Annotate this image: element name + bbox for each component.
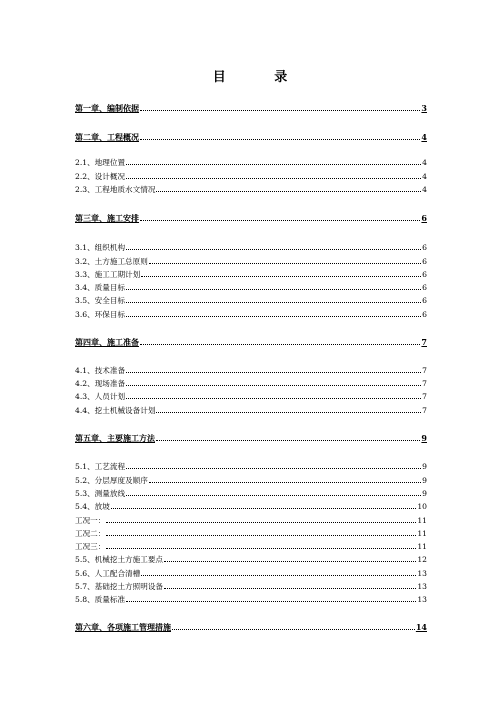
toc-page-number: 4: [422, 172, 427, 181]
toc-entry-label: 4.4、挖土机械设备计划: [75, 406, 156, 415]
toc-page-number: 9: [422, 476, 427, 485]
toc-dot-leader: [126, 302, 421, 303]
toc-entry-label: 2.1、地理位置: [75, 158, 126, 167]
toc-section-entry[interactable]: [75, 593, 427, 604]
toc-page-number: 11: [417, 516, 427, 525]
toc-entry-label: 4.1、技术准备: [75, 366, 126, 375]
toc-dot-leader: [149, 482, 421, 483]
toc-chapter-entry[interactable]: [75, 621, 427, 632]
toc-page-number: 6: [421, 213, 427, 223]
toc-dot-leader: [156, 440, 420, 441]
toc-section-entry[interactable]: [75, 377, 427, 388]
toc-page-number: 6: [422, 283, 427, 292]
toc-entry-label: 2.2、设计概况: [75, 172, 126, 181]
toc-section-entry[interactable]: [75, 474, 427, 485]
toc-entry-label: 5.1、工艺流程: [75, 462, 126, 471]
toc-page-number: 7: [422, 379, 427, 388]
toc-dot-leader: [126, 468, 421, 469]
toc-section-entry[interactable]: [75, 527, 427, 538]
toc-section-entry[interactable]: [75, 540, 427, 551]
toc-page-number: 6: [422, 270, 427, 279]
toc-entry-label: 第二章、工程概况: [75, 132, 139, 142]
toc-entry-label: 3.6、环保目标: [75, 310, 126, 319]
toc-dot-leader: [156, 191, 421, 192]
toc-entry-label: 3.3、施工工期计划: [75, 270, 141, 279]
toc-entry-label: 5.4、放坡: [75, 502, 110, 511]
toc-dot-leader: [126, 385, 421, 386]
toc-entry-label: 第三章、施工安排: [75, 213, 139, 223]
toc-page-number: 9: [421, 433, 427, 443]
toc-dot-leader: [106, 535, 416, 536]
toc-page-number: 13: [417, 569, 427, 578]
toc-entry-label: 工况二：: [75, 529, 106, 538]
toc-page-number: 4: [422, 158, 427, 167]
toc-entry-label: 3.5、安全目标: [75, 296, 126, 305]
toc-page-number: 6: [422, 257, 427, 266]
toc-entry-label: 工况一：: [75, 516, 106, 525]
toc-section-entry[interactable]: [75, 281, 427, 292]
toc-section-entry[interactable]: [75, 183, 427, 194]
toc-dot-leader: [140, 220, 420, 221]
toc-section-entry[interactable]: [75, 404, 427, 415]
toc-dot-leader: [126, 495, 421, 496]
toc-entry-label: 5.8、质量标准: [75, 595, 126, 604]
toc-entry-label: 3.4、质量目标: [75, 283, 126, 292]
toc-section-entry[interactable]: [75, 553, 427, 564]
toc-page-number: 13: [417, 582, 427, 591]
toc-page-number: 11: [417, 529, 427, 538]
toc-page-number: 3: [421, 103, 427, 113]
toc-entry-label: 4.3、人员计划: [75, 392, 126, 401]
toc-section-entry[interactable]: [75, 268, 427, 279]
toc-chapter-entry[interactable]: [75, 131, 427, 142]
toc-chapter-entry[interactable]: [75, 336, 427, 347]
toc-dot-leader: [106, 548, 416, 549]
toc-entry-label: 第一章、编制依据: [75, 103, 139, 113]
toc-page-number: 11: [417, 542, 427, 551]
toc-section-entry[interactable]: [75, 294, 427, 305]
toc-dot-leader: [140, 344, 420, 345]
toc-section-entry[interactable]: [75, 390, 427, 401]
toc-entry-label: 第四章、施工准备: [75, 337, 139, 347]
toc-page-number: 4: [421, 132, 427, 142]
toc-dot-leader: [164, 561, 416, 562]
toc-dot-leader: [141, 575, 416, 576]
toc-dot-leader: [126, 372, 421, 373]
toc-page-number: 6: [422, 310, 427, 319]
toc-page-number: 7: [422, 392, 427, 401]
toc-section-entry[interactable]: [75, 255, 427, 266]
toc-dot-leader: [126, 289, 421, 290]
toc-dot-leader: [164, 588, 416, 589]
toc-section-entry[interactable]: [75, 500, 427, 511]
toc-dot-leader: [156, 412, 421, 413]
toc-dot-leader: [172, 629, 415, 630]
toc-page-number: 9: [422, 489, 427, 498]
toc-dot-leader: [111, 508, 416, 509]
toc-entry-label: 第六章、各项施工管理措施: [75, 622, 171, 632]
toc-section-entry[interactable]: [75, 580, 427, 591]
toc-dot-leader: [126, 316, 421, 317]
toc-entry-label: 5.6、人工配合清槽: [75, 569, 141, 578]
toc-dot-leader: [140, 139, 420, 140]
toc-section-entry[interactable]: [75, 170, 427, 181]
toc-page-number: 14: [415, 622, 427, 632]
toc-page-number: 7: [421, 337, 427, 347]
toc-entry-label: 5.3、测量放线: [75, 489, 126, 498]
toc-page-number: 12: [417, 555, 427, 564]
toc-entry-label: 4.2、现场准备: [75, 379, 126, 388]
toc-chapter-entry[interactable]: [75, 432, 427, 443]
toc-dot-leader: [126, 398, 421, 399]
toc-entry-label: 3.2、土方施工总原则: [75, 257, 148, 266]
toc-dot-leader: [126, 601, 416, 602]
toc-section-entry[interactable]: [75, 460, 427, 471]
toc-page-number: 13: [417, 595, 427, 604]
toc-dot-leader: [140, 110, 420, 111]
toc-section-entry[interactable]: [75, 487, 427, 498]
toc-page-number: 7: [422, 366, 427, 375]
toc-section-entry[interactable]: [75, 308, 427, 319]
toc-entry-label: 工况三：: [75, 542, 106, 551]
toc-page-number: 6: [422, 296, 427, 305]
toc-entry-label: 2.3、工程地质水文情况: [75, 185, 156, 194]
toc-page-number: 4: [422, 185, 427, 194]
toc-entry-label: 5.2、分层厚度及顺序: [75, 476, 148, 485]
toc-chapter-entry[interactable]: [75, 102, 427, 113]
toc-dot-leader: [126, 249, 421, 250]
toc-dot-leader: [141, 276, 421, 277]
toc-page-number: 9: [422, 462, 427, 471]
toc-section-entry[interactable]: [75, 241, 427, 252]
toc-page-number: 7: [422, 406, 427, 415]
toc-entry-label: 第五章、主要施工方法: [75, 433, 155, 443]
toc-section-entry[interactable]: [75, 514, 427, 525]
toc-dot-leader: [106, 522, 416, 523]
toc-title: 目 录: [212, 70, 310, 85]
toc-chapter-entry[interactable]: [75, 212, 427, 223]
toc-entry-label: 5.7、基础挖土方照明设备: [75, 582, 164, 591]
toc-dot-leader: [126, 164, 421, 165]
toc-page-number: 6: [422, 243, 427, 252]
toc-section-entry[interactable]: [75, 567, 427, 578]
toc-dot-leader: [126, 178, 421, 179]
toc-section-entry[interactable]: [75, 156, 427, 167]
toc-page-number: 10: [417, 502, 427, 511]
toc-entry-label: 3.1、组织机构: [75, 243, 126, 252]
toc-section-entry[interactable]: [75, 364, 427, 375]
toc-dot-leader: [149, 263, 421, 264]
toc-entry-label: 5.5、机械挖土方施工要点: [75, 555, 164, 564]
